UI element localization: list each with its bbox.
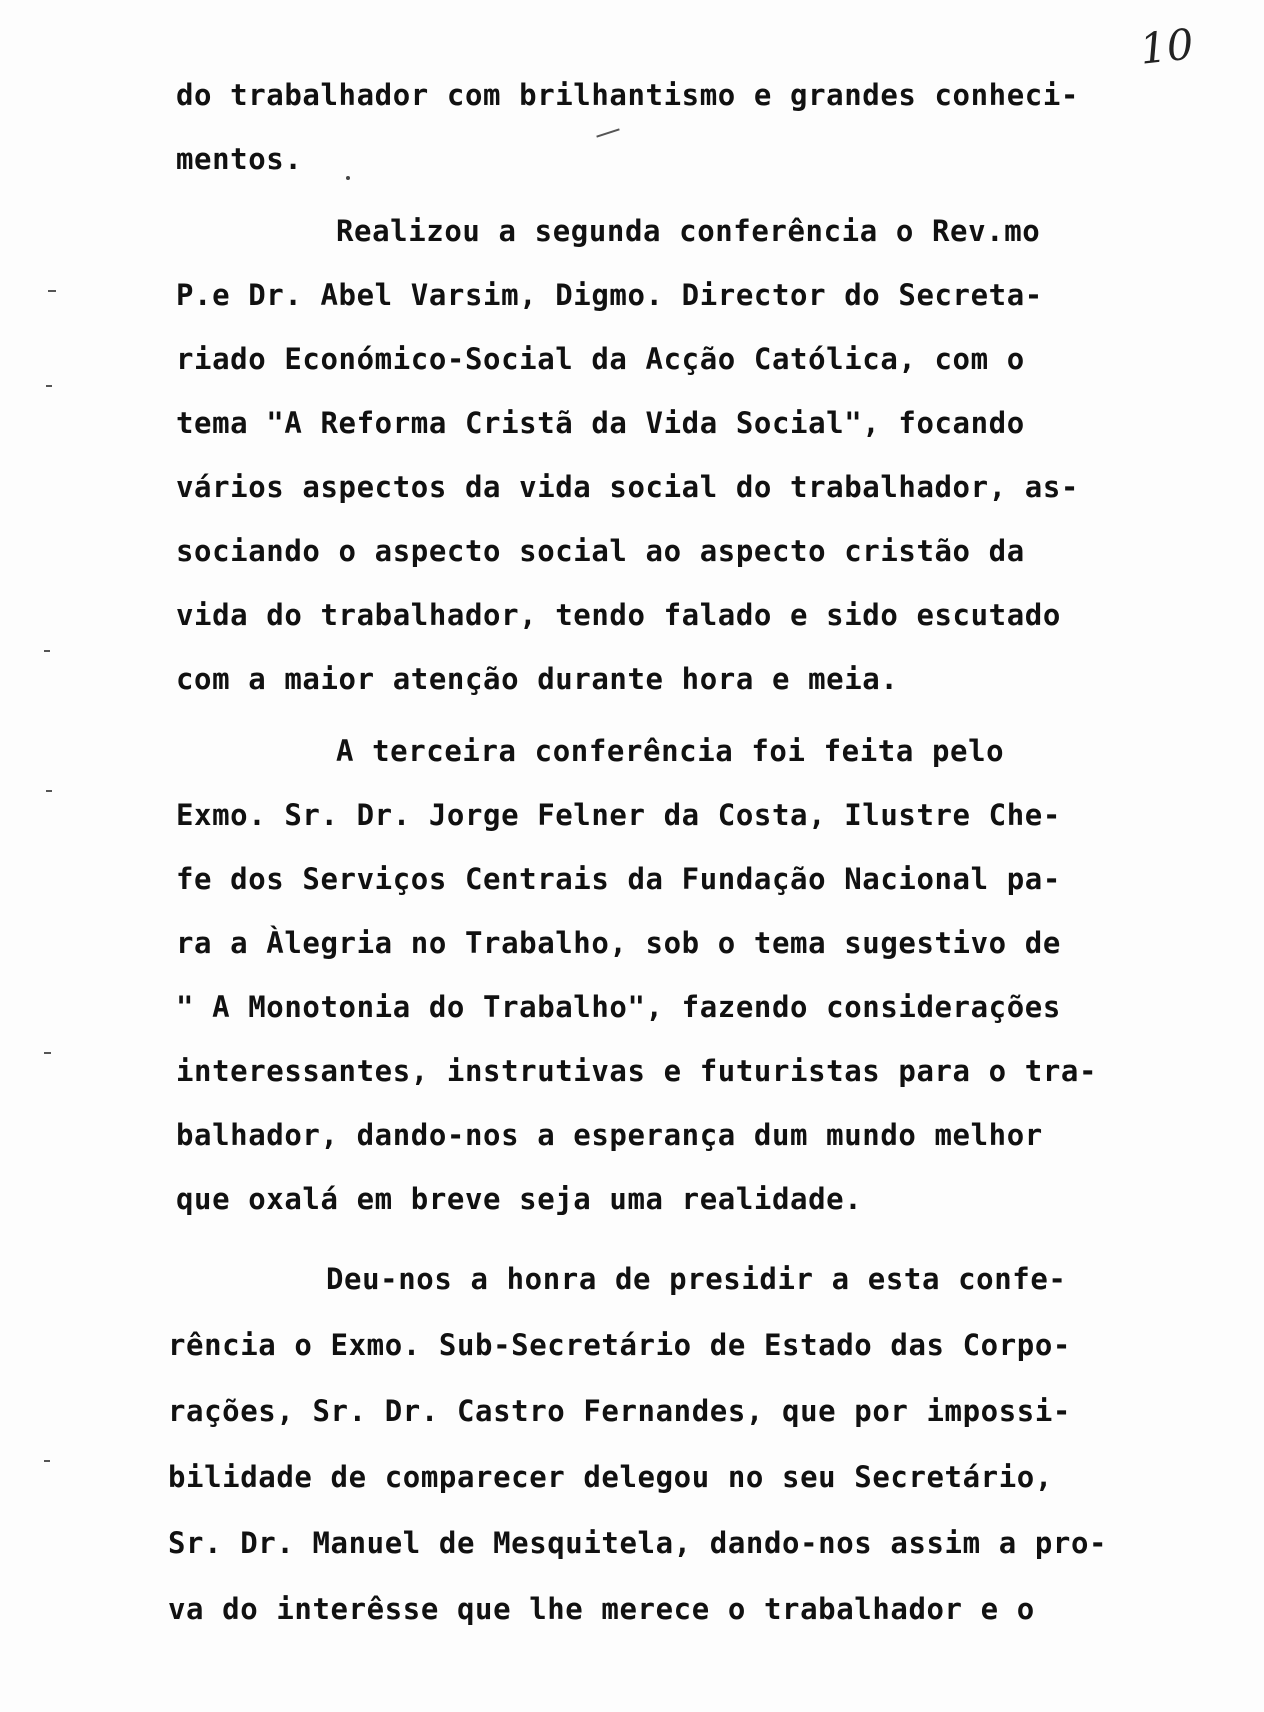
scan-mark xyxy=(44,1052,51,1054)
scan-mark xyxy=(44,1460,50,1462)
text-line: A terceira conferência foi feita pelo xyxy=(336,734,1005,768)
text-line: Deu-nos a honra de presidir a esta confe- xyxy=(326,1262,1067,1296)
text-line: Exmo. Sr. Dr. Jorge Felner da Costa, Ilustre Che- xyxy=(176,798,1061,832)
text-line: fe dos Serviços Centrais da Fundação Nacional pa- xyxy=(176,862,1061,896)
text-line: vida do trabalhador, tendo falado e sido escutado xyxy=(176,598,1061,632)
text-line: bilidade de comparecer delegou no seu Secretário, xyxy=(168,1460,1053,1494)
text-line: tema "A Reforma Cristã da Vida Social", focando xyxy=(176,406,1025,440)
text-line: rência o Exmo. Sub-Secretário de Estado das Corpo- xyxy=(168,1328,1071,1362)
text-line: com a maior atenção durante hora e meia. xyxy=(176,662,899,696)
text-line: riado Económico-Social da Acção Católica, com o xyxy=(176,342,1025,376)
scan-mark xyxy=(46,385,52,387)
text-line: vários aspectos da vida social do trabalhador, as- xyxy=(176,470,1079,504)
text-line: interessantes, instrutivas e futuristas para o tra- xyxy=(176,1054,1098,1088)
text-line: va do interêsse que lhe merece o trabalhador e o xyxy=(168,1592,1035,1626)
text-line: balhador, dando-nos a esperança dum mundo melhor xyxy=(176,1118,1043,1152)
page-number: 10 xyxy=(1137,19,1196,74)
text-line: rações, Sr. Dr. Castro Fernandes, que por impossi- xyxy=(168,1394,1071,1428)
scan-mark xyxy=(346,176,350,180)
text-line: que oxalá em breve seja uma realidade. xyxy=(176,1182,863,1216)
scan-mark xyxy=(596,128,619,137)
text-line: P.e Dr. Abel Varsim, Digmo. Director do Secreta- xyxy=(176,278,1043,312)
text-line: ra a Àlegria no Trabalho, sob o tema sugestivo de xyxy=(176,926,1061,960)
text-line: Realizou a segunda conferência o Rev.mo xyxy=(336,214,1041,248)
text-line: Sr. Dr. Manuel de Mesquitela, dando-nos assim a pro- xyxy=(168,1526,1108,1560)
scan-mark xyxy=(46,790,52,792)
scan-mark xyxy=(44,650,50,652)
text-line: do trabalhador com brilhantismo e grandes conheci- xyxy=(176,78,1079,112)
text-line: " A Monotonia do Trabalho", fazendo considerações xyxy=(176,990,1061,1024)
scan-mark xyxy=(48,290,56,292)
text-line: sociando o aspecto social ao aspecto cristão da xyxy=(176,534,1025,568)
text-line: mentos. xyxy=(176,142,303,176)
